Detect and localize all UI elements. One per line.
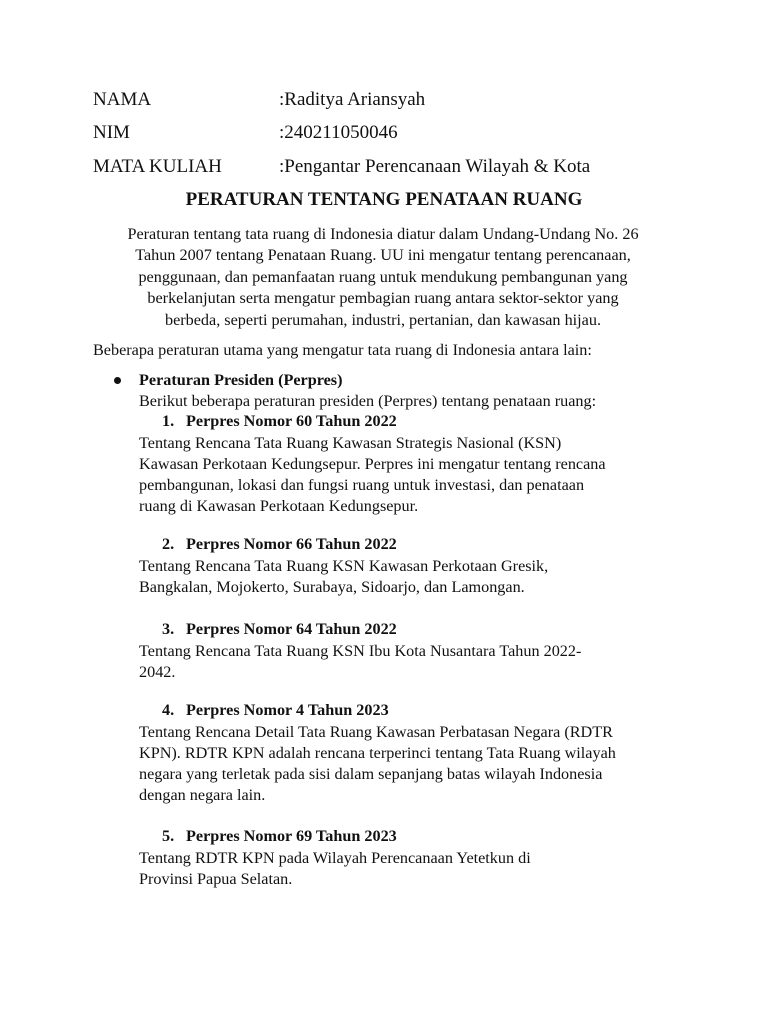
description-line: Bangkalan, Mojokerto, Surabaya, Sidoarjo, dan Lamongan.	[139, 578, 525, 596]
regulation-number: 4.	[162, 701, 175, 719]
regulation-title-text: Perpres Nomor 4 Tahun 2023	[186, 701, 389, 719]
description-line: negara yang terletak pada sisi dalam sepanjang batas wilayah Indonesia	[139, 765, 603, 783]
course-label: MATA KULIAH	[93, 156, 222, 177]
regulation-title	[139, 534, 659, 555]
course-value: :Pengantar Perencanaan Wilayah & Kota	[279, 156, 591, 177]
document-title: PERATURAN TENTANG PENATAAN RUANG	[185, 189, 583, 210]
regulation-title	[139, 411, 659, 432]
intro-line: berbeda, seperti perumahan, industri, pertanian, dan kawasan hijau.	[164, 310, 601, 329]
regulation-title-text: Perpres Nomor 60 Tahun 2022	[186, 412, 397, 430]
regulation-item	[139, 534, 659, 598]
description-line: Provinsi Papua Selatan.	[139, 870, 293, 888]
regulation-description	[139, 433, 659, 517]
description-line: Kawasan Perkotaan Kedungsepur. Perpres ini mengatur tentang rencana	[139, 455, 606, 473]
regulation-title-text: Perpres Nomor 64 Tahun 2022	[186, 620, 397, 638]
bullet-icon	[114, 377, 121, 384]
regulation-item	[139, 700, 659, 806]
intro-line: penggunaan, dan pemanfaatan ruang untuk mendukung pembangunan yang	[138, 267, 628, 286]
regulation-title	[139, 826, 659, 847]
description-line: KPN). RDTR KPN adalah rencana terperinci tentang Tata Ruang wilayah	[139, 744, 616, 762]
regulation-description	[139, 556, 659, 598]
regulation-description	[139, 722, 659, 806]
regulation-description	[139, 848, 659, 890]
nim-label: NIM	[93, 122, 130, 143]
description-line: Tentang Rencana Tata Ruang KSN Ibu Kota Nusantara Tahun 2022-	[139, 642, 582, 660]
intro-paragraph	[93, 224, 673, 331]
description-line: Tentang Rencana Tata Ruang Kawasan Strategis Nasional (KSN)	[139, 434, 562, 452]
regulation-item	[139, 411, 659, 517]
regulation-number: 1.	[162, 412, 175, 430]
description-line: pembangunan, lokasi dan fungsi ruang untuk investasi, dan penataan	[139, 476, 585, 494]
section-intro: Berikut beberapa peraturan presiden (Perpres) tentang penataan ruang:	[139, 392, 597, 410]
regulation-item	[139, 826, 659, 890]
description-line: Tentang Rencana Detail Tata Ruang Kawasan Perbatasan Negara (RDTR	[139, 723, 613, 741]
description-line: dengan negara lain.	[139, 786, 266, 804]
name-label: NAMA	[93, 89, 152, 110]
regulation-number: 3.	[162, 620, 175, 638]
section-heading: Peraturan Presiden (Perpres)	[139, 371, 343, 389]
nim-value: :240211050046	[279, 122, 398, 143]
regulation-title	[139, 700, 659, 721]
regulation-description	[139, 641, 659, 683]
intro-line: Tahun 2007 tentang Penataan Ruang. UU ini mengatur tentang perencanaan,	[135, 246, 631, 265]
regulation-title-text: Perpres Nomor 66 Tahun 2022	[186, 535, 397, 553]
intro-line: berkelanjutan serta mengatur pembagian ruang antara sektor-sektor yang	[147, 289, 619, 308]
description-line: Tentang RDTR KPN pada Wilayah Perencanaan Yetetkun di	[139, 849, 531, 867]
regulation-title-text: Perpres Nomor 69 Tahun 2023	[186, 827, 397, 845]
regulation-number: 2.	[162, 535, 175, 553]
description-line: ruang di Kawasan Perkotaan Kedungsepur.	[139, 497, 419, 515]
regulation-item	[139, 619, 659, 683]
description-line: Tentang Rencana Tata Ruang KSN Kawasan Perkotaan Gresik,	[139, 557, 549, 575]
name-value: :Raditya Ariansyah	[279, 89, 426, 110]
lead-paragraph: Beberapa peraturan utama yang mengatur tata ruang di Indonesia antara lain:	[93, 341, 592, 359]
description-line: 2042.	[139, 663, 176, 681]
regulation-title	[139, 619, 659, 640]
regulation-number: 5.	[162, 827, 175, 845]
intro-line: Peraturan tentang tata ruang di Indonesia diatur dalam Undang-Undang No. 26	[127, 225, 639, 243]
